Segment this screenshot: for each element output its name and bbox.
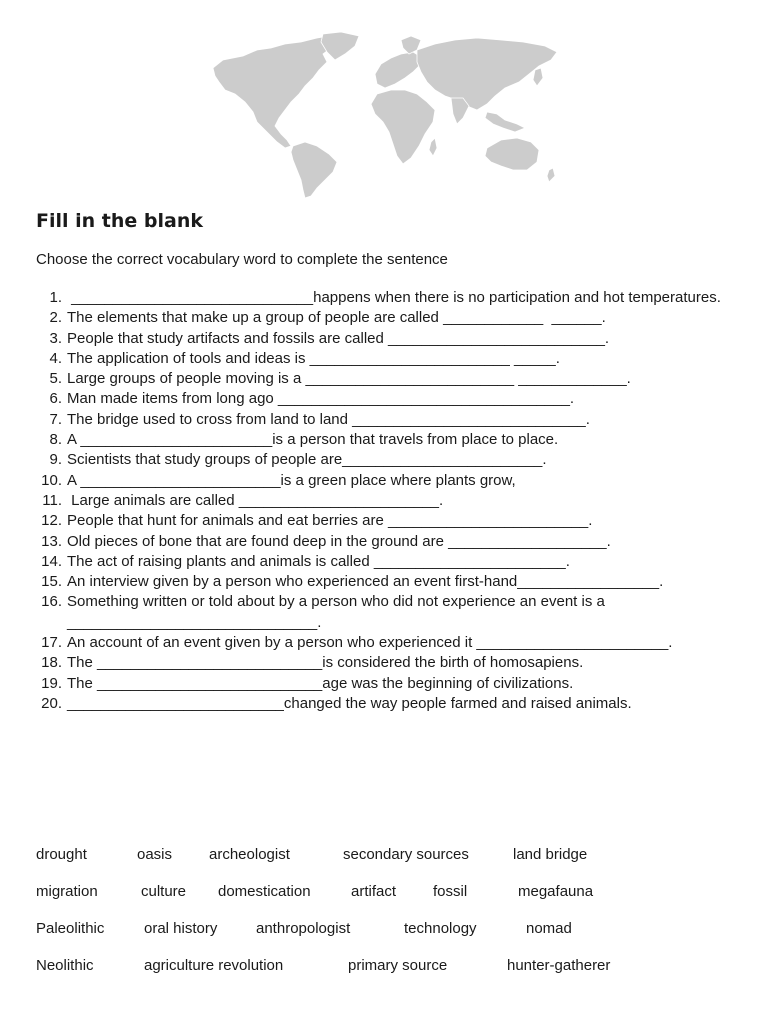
question-item: [36, 369, 736, 389]
greenland-shape: [321, 32, 359, 60]
australia-shape: [485, 138, 539, 170]
question-text: An interview given by a person who experienced an event first-hand_________________.: [67, 573, 664, 591]
word-bank-word: nomad: [526, 920, 572, 937]
worksheet-title: Fill in the blank: [36, 210, 203, 232]
question-text: The act of raising plants and animals is called _______________________.: [67, 552, 570, 570]
word-bank-word: fossil: [433, 883, 468, 900]
question-text: _____________________________happens when there is no participation and hot temperatures.: [67, 289, 721, 306]
word-bank-word: agriculture revolution: [144, 957, 284, 974]
new-zealand-shape: [547, 168, 555, 182]
southeast-asia-shape: [485, 112, 525, 132]
question-item: [36, 329, 736, 349]
question-text: Something written or told about by a person who did not experience an event is a ______________________________.: [67, 593, 610, 631]
word-bank-word: domestication: [218, 883, 311, 900]
question-item: [36, 471, 736, 491]
question-item: [36, 450, 736, 470]
japan-shape: [533, 68, 543, 86]
question-item: [36, 653, 736, 673]
europe-shape: [375, 52, 423, 88]
question-number: 14.: [41, 552, 62, 570]
worksheet-instructions: Choose the correct vocabulary word to complete the sentence: [36, 251, 448, 268]
question-number: 20.: [41, 694, 62, 712]
word-bank-word: Neolithic: [36, 957, 94, 974]
question-item: [36, 511, 736, 531]
question-list: [36, 288, 736, 714]
word-bank-word: megafauna: [518, 883, 594, 900]
north-america-shape: [213, 36, 337, 148]
question-item: [36, 633, 736, 653]
question-number: 1.: [49, 289, 62, 306]
question-text: People that study artifacts and fossils are called __________________________.: [67, 329, 610, 347]
question-number: 2.: [49, 309, 62, 327]
india-shape: [451, 98, 469, 124]
question-item: [36, 349, 736, 369]
question-number: 8.: [49, 431, 62, 449]
question-item: [36, 389, 736, 409]
question-item: [36, 491, 736, 511]
word-bank-word: anthropologist: [256, 920, 351, 937]
question-text: A ________________________is a green place where plants grow,: [67, 471, 516, 489]
question-number: 13.: [41, 532, 62, 550]
question-number: 9.: [49, 451, 62, 469]
word-bank-word: technology: [404, 920, 477, 937]
word-bank-word: hunter-gatherer: [507, 957, 611, 974]
question-number: 5.: [49, 370, 62, 388]
word-bank-word: migration: [36, 883, 98, 900]
word-bank-word: artifact: [351, 883, 397, 900]
word-bank-word: land bridge: [513, 846, 588, 863]
question-number: 16.: [41, 593, 62, 611]
world-map-image: [205, 30, 565, 200]
question-number: 10.: [41, 471, 62, 489]
question-number: 11.: [42, 491, 62, 509]
question-text: The application of tools and ideas is ________________________ _____.: [67, 349, 560, 367]
question-text: The bridge used to cross from land to land ____________________________.: [67, 410, 590, 428]
question-text: People that hunt for animals and eat berries are ________________________.: [67, 512, 593, 530]
question-item: [36, 592, 736, 633]
question-text: An account of an event given by a person who experienced it _______________________.: [67, 634, 673, 652]
question-text: Old pieces of bone that are found deep in the ground are ___________________.: [67, 532, 611, 550]
africa-shape: [371, 90, 435, 164]
question-text: Man made items from long ago ___________________________________.: [67, 390, 575, 408]
question-text: __________________________changed the way people farmed and raised animals.: [67, 694, 632, 712]
word-bank-word: secondary sources: [343, 846, 469, 863]
question-item: [36, 430, 736, 450]
question-item: [36, 674, 736, 694]
question-item: [36, 410, 736, 430]
question-text: Scientists that study groups of people are________________________.: [67, 451, 547, 469]
question-text: The elements that make up a group of people are called ____________ ______.: [67, 309, 606, 327]
word-bank-word: drought: [36, 846, 87, 863]
word-bank-word: Paleolithic: [36, 920, 105, 937]
question-item: [36, 532, 736, 552]
south-america-shape: [291, 142, 337, 198]
question-number: 3.: [49, 329, 62, 347]
question-item: [36, 308, 736, 328]
question-number: 6.: [49, 390, 62, 408]
word-bank-word: oral history: [144, 920, 218, 937]
word-bank-word: archeologist: [209, 846, 290, 863]
question-item: [36, 694, 736, 714]
question-number: 7.: [49, 410, 62, 428]
question-item: [36, 552, 736, 572]
question-text: The ___________________________age was the beginning of civilizations.: [67, 674, 574, 692]
question-item: [36, 288, 736, 308]
word-bank-word: culture: [141, 883, 187, 900]
question-item: [36, 572, 736, 592]
question-text: The ___________________________is considered the birth of homosapiens.: [67, 654, 584, 672]
question-text: Large groups of people moving is a _________________________ _____________.: [67, 370, 631, 388]
question-number: 19.: [41, 674, 62, 692]
madagascar-shape: [429, 138, 437, 156]
word-bank-word: oasis: [137, 846, 173, 863]
question-number: 12.: [41, 512, 62, 530]
question-number: 4.: [49, 349, 62, 367]
question-number: 17.: [41, 634, 62, 652]
question-number: 15.: [41, 573, 62, 591]
question-number: 18.: [41, 654, 62, 672]
word-bank-word: primary source: [348, 957, 448, 974]
question-text: A _______________________is a person that travels from place to place.: [67, 431, 559, 449]
question-text: Large animals are called ________________________.: [67, 491, 444, 509]
